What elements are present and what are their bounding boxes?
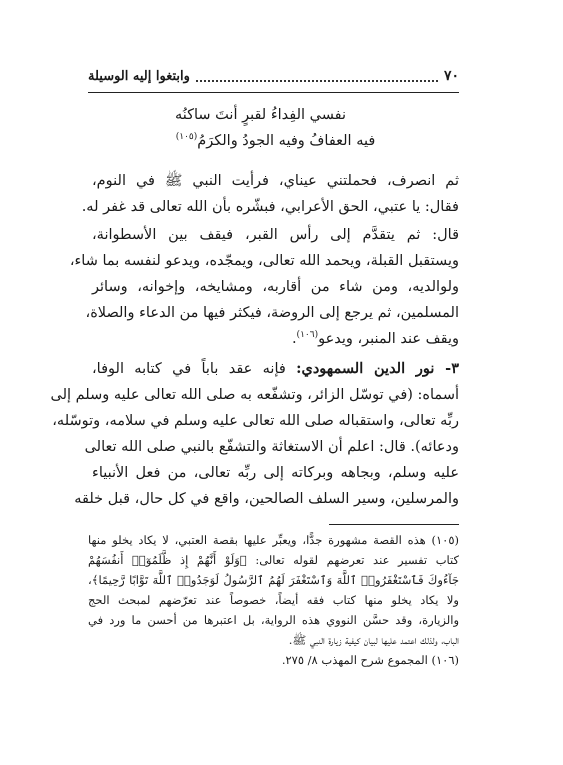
footnote-105-line: كتاب تفسير عند تعرضهم لقوله تعالى: ﴿وَلَوْ أَنَّهُمْ إِذ ظَّلَمُوٓا۟ أَنفُسَهُمْ [88,553,459,567]
paragraph-line-text: ويقف عند المنبر، ويدعو [318,331,459,347]
poetry-verse [92,102,459,154]
paragraph-line: ربِّه تعالى، واستقباله صلى الله تعالى عليه وسلم في سلامه، وتوسّله، [52,413,459,429]
verse-line-2 [92,128,459,154]
paragraph-1 [81,168,459,220]
footnote-105-line: (١٠٥) هذه القصة مشهورة جدًّا، ويعبِّر عليها بقصة العتبي، لا يكاد يخلو منها [88,533,459,547]
footnote-ref-105: (١٠٥) [175,132,198,143]
footnote-106: (١٠٦) المجموع شرح المهذب ٨/ ٢٧٥. [281,653,459,667]
running-title: وابتغوا إليه الوسيلة [88,68,190,84]
verse-line-2-text: فيه العفافُ وفيه الجودُ والكرَمُ [197,133,376,149]
paragraph-line: عليه وسلم، وبجاهه وبركاته إلى ربِّه تعالى، من فعل الأنبياء [92,465,459,481]
footnote-105-line: الباب، ولذلك اعتمد عليها لبيان كيفية زيارة النبي ﷺ. [288,633,459,647]
paragraph-line: ويستقبل القبلة، ويحمد الله تعالى، ويمجّده، ويدعو لنفسه بما شاء، [69,253,459,269]
paragraph-line: ولوالديه، ومن شاء من أقاربه، ومشايخه، وإخوانه، وسائر [92,279,459,295]
paragraph-line: ويقف عند المنبر، ويدعو$^{(١٠٦)}$. [291,330,459,347]
page-number: ٧٠ [443,68,459,84]
paragraph-line: ودعائه). قال: اعلم أن الاستغاثة والتشفّع بالنبي صلى الله تعالى [84,439,459,455]
paragraph-line: أسماه: (في توسّل الزائر، وتشفّعه به صلى الله تعالى عليه وسلم إلى [50,387,459,403]
footnote-separator [329,524,459,525]
paragraph-line [92,356,459,382]
paragraph-2 [69,222,459,352]
footnote-105-line: ولا يكاد يخلو منها كتاب فقه أيضاً، خصوصاً عند تعرّضهم لمبحث الحج [88,593,459,607]
paragraph-line: قال: ثم يتقدَّم إلى رأس القبر، فيقف بين الأسطوانة، [92,227,459,243]
header-rule [88,92,459,93]
paragraph-line: المسلمين، ثم يرجع إلى الروضة، فيكثر فيها من الدعاء والصلاة، [85,305,459,321]
running-header [88,68,459,84]
footnote-105-line: جَآءُوكَ فَٱسْتَغْفَرُوا۟ ٱللَّهَ وَٱسْتَغْفَرَ لَهُمُ ٱلرَّسُولُ لَوَجَدُوا۟ ٱللَّهَ تَوَّابًا رَّحِيمًا﴾، [88,573,459,587]
paragraph-line: فقال: يا عتبي، الحق الأعرابي، فبشّره بأن الله تعالى قد غفر له. [81,199,459,215]
section-heading-samhudi: ٣- نور الدين السمهودي: [296,360,459,377]
footnote-ref-106: (١٠٦) [296,330,319,341]
paragraph-3 [50,356,459,512]
verse-line-1: نفسي الفِداءُ لقبرٍ أنتَ ساكنُه [174,107,347,123]
header-leader-dots [196,71,438,82]
footnote-105-line: والزيارة، وقد حسَّن النووي هذه الرواية، بل اعتبرها من أحسن ما ورد في [88,613,459,627]
paragraph-line: والمرسلين، وسير السلف الصالحين، واقع في كل حال، قبل خلقه [74,491,459,507]
footnotes [88,530,459,670]
paragraph-line-text: فإنه عقد باباً في كتابه الوفا، [92,361,286,377]
paragraph-line: ثم انصرف، فحملتني عيناي، فرأيت النبي ﷺ في النوم، [92,173,459,189]
